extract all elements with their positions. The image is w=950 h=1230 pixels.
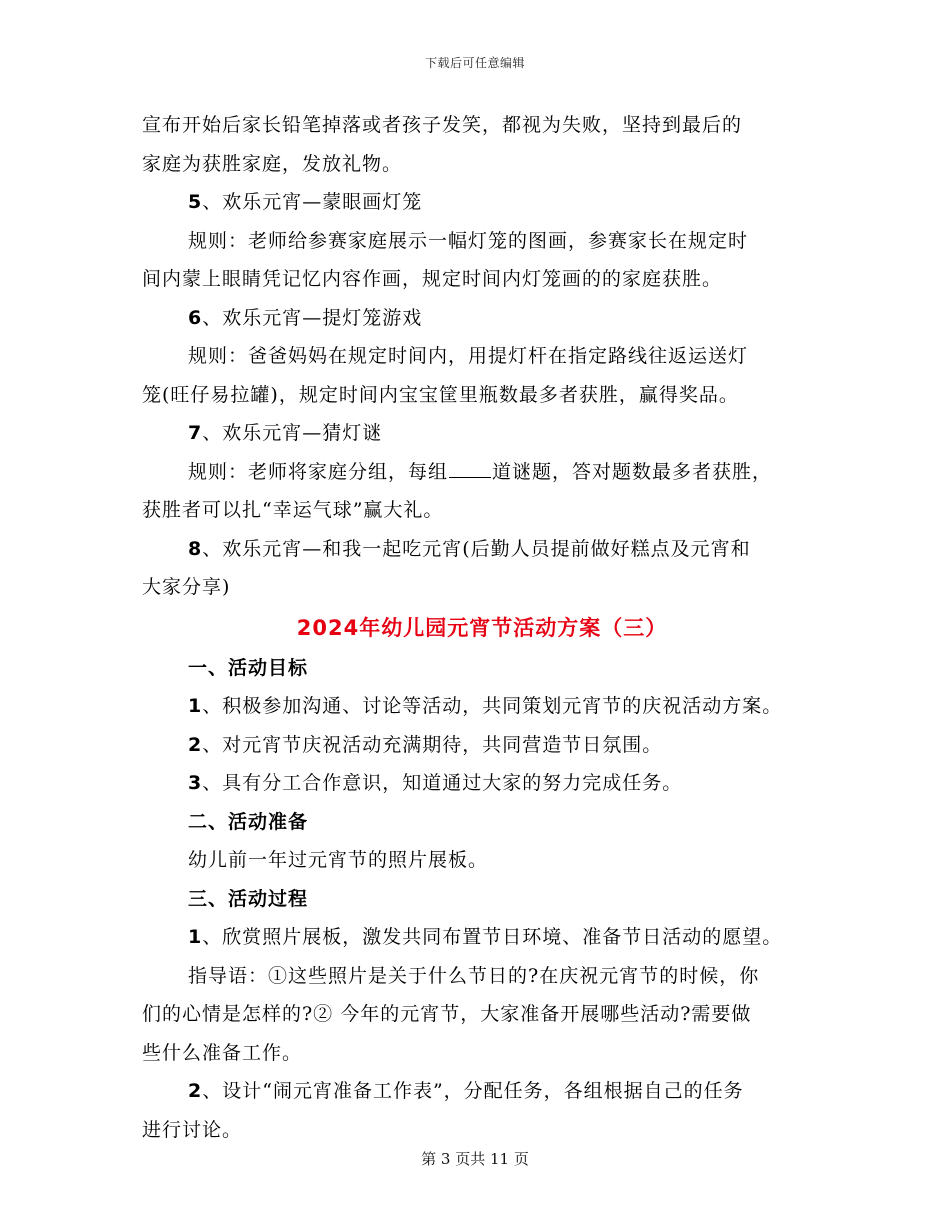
page-header: 下载后可任意编辑 — [424, 56, 525, 70]
goal-item — [142, 687, 822, 726]
item-number: 2 — [188, 733, 203, 756]
item-text: 、积极参加沟通、讨论等活动，共同策划元宵节的庆祝活动方案。 — [202, 695, 783, 717]
item-number: 5 — [188, 191, 203, 213]
item-text: 、欣赏照片展板，激发共同布置节日环境、准备节日活动的愿望。 — [202, 926, 783, 948]
fill-in-blank — [449, 458, 491, 478]
section-heading-preparation: 二、活动准备 — [188, 810, 309, 833]
item-number: 7 — [188, 422, 203, 444]
page-footer: 第 3 页共 11 页 — [421, 1150, 529, 1168]
section-heading-goals: 一、活动目标 — [188, 656, 309, 679]
item-text: 、欢乐元宵—提灯笼游戏 — [202, 306, 423, 329]
item-text: 、设计“闹元宵准备工作表”，分配任务，各组根据自己的任务 — [202, 1080, 744, 1102]
rule-line: 间内蒙上眼睛凭记忆内容作画，规定时间内灯笼画的的家庭获胜。 — [142, 268, 723, 290]
goal-item — [142, 726, 822, 765]
item-number: 3 — [188, 772, 203, 794]
paragraph-line: 幼儿前一年过元宵节的照片展板。 — [188, 849, 489, 871]
rule-text: 规则：老师将家庭分组，每组 — [188, 460, 449, 483]
item-text: 、欢乐元宵—和我一起吃元宵(后勤人员提前做好糕点及元宵和 — [202, 537, 751, 560]
item-text: 、欢乐元宵—猜灯谜 — [202, 422, 383, 444]
item-text: 、具有分工合作意识，知道通过大家的努力完成任务。 — [202, 772, 683, 794]
item-text: 、欢乐元宵—蒙眼画灯笼 — [202, 191, 423, 213]
document-body — [142, 106, 822, 1149]
process-item — [142, 1072, 822, 1111]
process-item — [142, 918, 822, 957]
item-number: 1 — [188, 926, 203, 948]
list-item-7 — [142, 414, 822, 453]
rule-text: 道谜题，答对题数最多者获胜， — [492, 460, 773, 483]
list-item-5 — [142, 183, 822, 222]
paragraph-line: 家庭为获胜家庭，发放礼物。 — [142, 152, 403, 175]
rule-line: 规则：爸爸妈妈在规定时间内，用提灯杆在指定路线往返运送灯 — [188, 345, 749, 367]
item-number: 1 — [188, 695, 203, 717]
list-item-8 — [142, 530, 822, 569]
section-title: 2024年幼儿园元宵节活动方案（三） — [296, 615, 668, 640]
paragraph-line: 宣布开始后家长铅笔掉落或者孩子发笑，都视为失败，坚持到最后的 — [142, 114, 743, 136]
rule-line: 规则：老师给参赛家庭展示一幅灯笼的图画，参赛家长在规定时 — [188, 229, 749, 252]
item-number: 8 — [188, 537, 203, 560]
item-text: 、对元宵节庆祝活动充满期待，共同营造节日氛围。 — [202, 733, 663, 756]
paragraph-line: 们的心情是怎样的?② 今年的元宵节，大家准备开展哪些活动?需要做 — [142, 1003, 752, 1025]
rule-line: 获胜者可以扎“幸运气球”赢大礼。 — [142, 499, 444, 521]
rule-line — [142, 453, 822, 492]
list-item-6 — [142, 299, 822, 338]
section-heading-process: 三、活动过程 — [188, 887, 309, 910]
paragraph-line: 大家分享) — [142, 576, 231, 598]
item-number: 2 — [188, 1080, 203, 1102]
paragraph-line: 指导语：①这些照片是关于什么节日的?在庆祝元宵节的时候，你 — [188, 964, 760, 987]
item-number: 6 — [188, 306, 203, 329]
rule-line: 笼(旺仔易拉罐)，规定时间内宝宝筐里瓶数最多者获胜，赢得奖品。 — [142, 383, 739, 406]
goal-item — [142, 764, 822, 803]
paragraph-line: 些什么准备工作。 — [142, 1041, 303, 1064]
paragraph-line: 进行讨论。 — [142, 1118, 243, 1141]
